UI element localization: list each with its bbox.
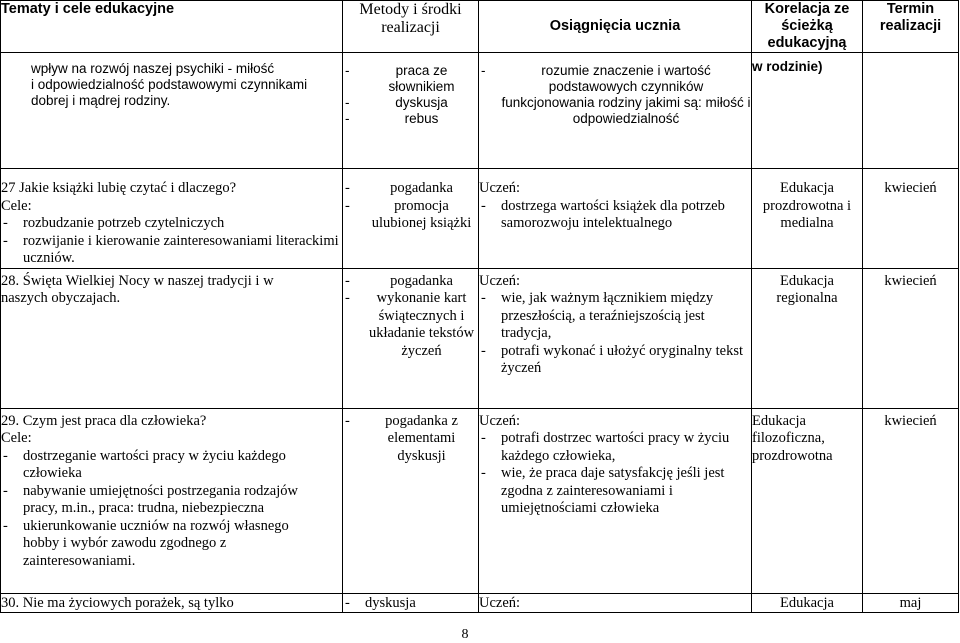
row0-correlation: w rodzinie) bbox=[752, 53, 863, 169]
row0-topic-line: wpływ na rozwój naszej psychiki - miłość bbox=[31, 61, 275, 76]
method-item: - wykonanie kart świątecznych i układanie tekstów życzeń bbox=[343, 290, 478, 360]
header-term: Termin realizacji bbox=[863, 1, 959, 53]
header-methods: Metody i środki realizacji bbox=[343, 1, 479, 53]
row28-correlation: Edukacja regionalna bbox=[752, 268, 863, 408]
goal-item: - rozwijanie i kierowanie zainteresowaniami literackimi uczniów. bbox=[1, 233, 342, 268]
method-item: - rebus bbox=[343, 111, 478, 127]
outcome-item: - rozumie znaczenie i wartość podstawowych czynników funkcjonowania rodziny jakimi są: miłość i odpowiedzialność bbox=[479, 63, 751, 127]
row0-topic-line: dobrej i mądrej rodziny. bbox=[31, 93, 171, 108]
header-correlation: Korelacja ze ścieżką edukacyjną bbox=[752, 1, 863, 53]
goal-item: - nabywanie umiejętności postrzegania rodzajów pracy, m.in., praca: trudna, niebezpieczna bbox=[1, 483, 301, 518]
row30-term: maj bbox=[863, 593, 959, 613]
row0-methods bbox=[343, 53, 479, 169]
goals-label: Cele: bbox=[1, 430, 32, 446]
row29-correlation: Edukacja filozoficzna, prozdrowotna bbox=[752, 408, 863, 593]
table-row bbox=[1, 53, 959, 169]
row0-topic-line: i odpowiedzialność podstawowymi czynnikami bbox=[31, 77, 308, 92]
student-label: Uczeń: bbox=[479, 272, 521, 289]
method-item: - pogadanka bbox=[343, 273, 478, 291]
row28-title: 28. Święta Wielkiej Nocy w naszej tradycji i w naszych obyczajach. bbox=[1, 272, 274, 306]
method-item: - praca ze słownikiem bbox=[343, 63, 478, 95]
row27-methods bbox=[343, 169, 479, 269]
outcome-item: - wie, że praca daje satysfakcję jeśli jest zgodna z zainteresowaniami i umiejętnościami człowieka bbox=[479, 465, 751, 518]
row27-term: kwiecień bbox=[863, 169, 959, 269]
table-row bbox=[1, 268, 959, 408]
goal-item: - rozbudzanie potrzeb czytelniczych bbox=[1, 215, 342, 233]
row28-term: kwiecień bbox=[863, 268, 959, 408]
outcome-item: - dostrzega wartości książek dla potrzeb samorozwoju intelektualnego bbox=[479, 198, 751, 233]
table-row bbox=[1, 169, 959, 269]
outcome-item: - wie, jak ważnym łącznikiem między przeszłością, a teraźniejszością jest tradycja, bbox=[479, 290, 751, 343]
row30-correlation: Edukacja bbox=[752, 593, 863, 613]
row0-outcomes bbox=[479, 53, 752, 169]
table-row bbox=[1, 593, 959, 613]
row29-methods bbox=[343, 408, 479, 593]
outcome-item: - potrafi wykonać i ułożyć oryginalny tekst życzeń bbox=[479, 343, 751, 378]
row30-topic: 30. Nie ma życiowych porażek, są tylko bbox=[1, 593, 343, 613]
row27-outcomes bbox=[479, 169, 752, 269]
row27-correlation: Edukacja prozdrowotna i medialna bbox=[752, 169, 863, 269]
table-row bbox=[1, 408, 959, 593]
student-label: Uczeń: bbox=[479, 180, 521, 196]
row29-title: 29. Czym jest praca dla człowieka? bbox=[1, 412, 207, 429]
row30-methods bbox=[343, 593, 479, 613]
row27-topic bbox=[1, 169, 343, 269]
row29-term: kwiecień bbox=[863, 408, 959, 593]
row30-outcomes: Uczeń: bbox=[479, 593, 752, 613]
goal-item: - ukierunkowanie uczniów na rozwój własnego hobby i wybór zawodu zgodnego z zainteresowaniami. bbox=[1, 518, 301, 571]
row0-topic bbox=[1, 53, 343, 169]
row0-term bbox=[863, 53, 959, 169]
row27-title: 27 Jakie książki lubię czytać i dlaczego? bbox=[1, 180, 237, 196]
row28-topic bbox=[1, 268, 343, 408]
method-item: - pogadanka z elementami dyskusji bbox=[343, 413, 478, 466]
student-label: Uczeń: bbox=[479, 412, 521, 429]
header-topics: Tematy i cele edukacyjne bbox=[1, 1, 343, 53]
header-row bbox=[1, 1, 959, 53]
method-item: - dyskusja bbox=[343, 595, 478, 613]
row29-outcomes bbox=[479, 408, 752, 593]
method-item: - promocja ulubionej książki bbox=[343, 198, 478, 233]
row29-topic bbox=[1, 408, 343, 593]
header-outcomes: Osiągnięcia ucznia bbox=[479, 1, 752, 53]
outcome-item: - potrafi dostrzec wartości pracy w życiu każdego człowieka, bbox=[479, 430, 751, 465]
page-number: 8 bbox=[461, 627, 469, 642]
method-item: - pogadanka bbox=[343, 180, 478, 198]
row28-outcomes bbox=[479, 268, 752, 408]
goals-label: Cele: bbox=[1, 197, 32, 214]
goal-item: - dostrzeganie wartości pracy w życiu każdego człowieka bbox=[1, 448, 301, 483]
method-item: - dyskusja bbox=[343, 95, 478, 111]
row28-methods bbox=[343, 268, 479, 408]
